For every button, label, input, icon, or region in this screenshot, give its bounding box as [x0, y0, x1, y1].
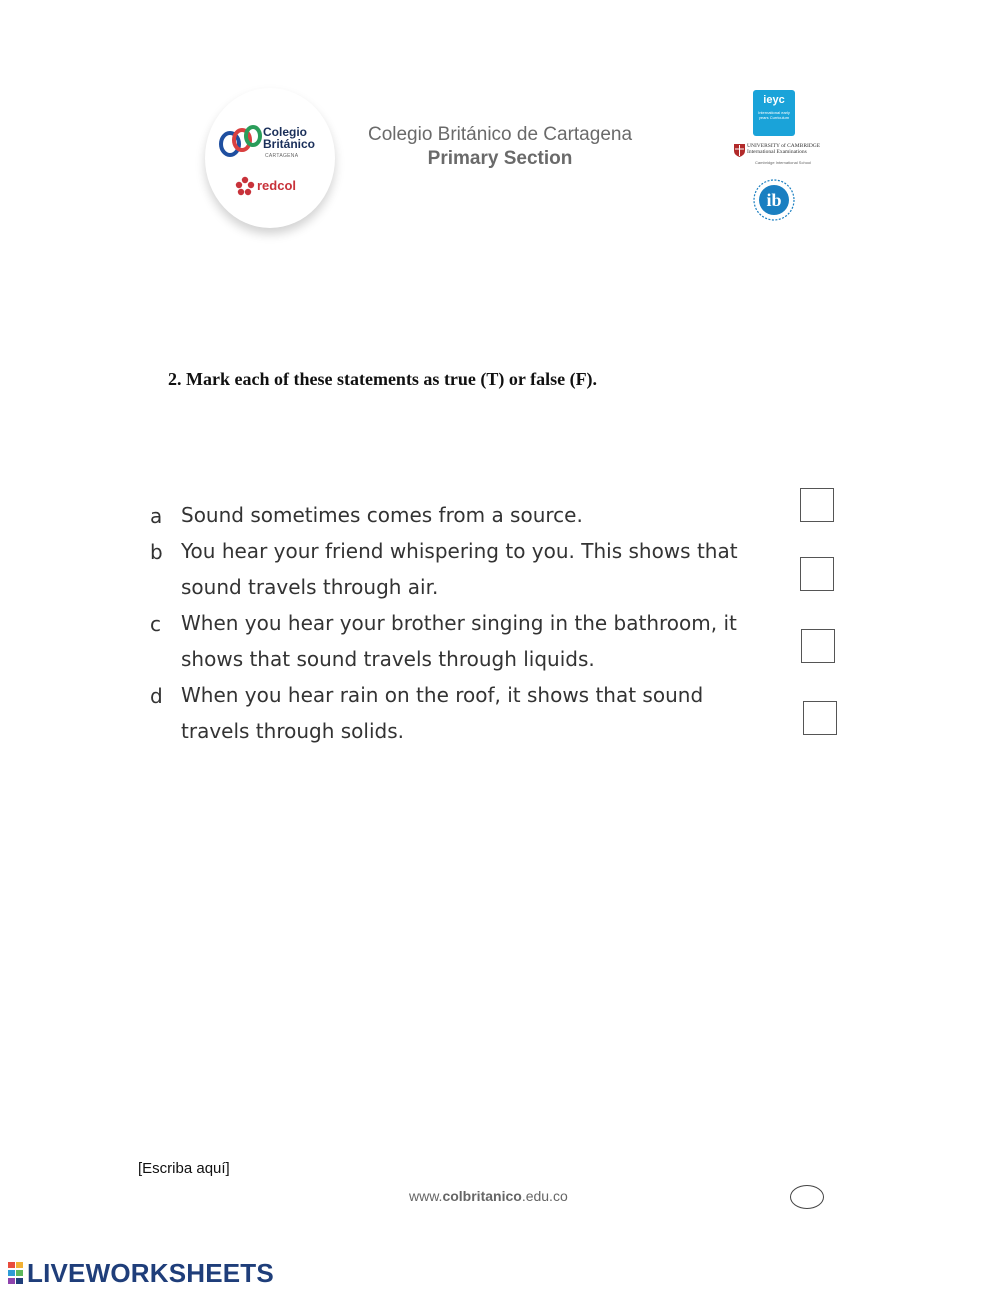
- liveworksheets-icon: [8, 1262, 24, 1284]
- question-title: 2. Mark each of these statements as true (T) or false (F).: [168, 369, 598, 389]
- statement-letter-d: d: [150, 684, 163, 708]
- footer-oval: [790, 1185, 824, 1209]
- liveworksheets-brand[interactable]: LIVEWORKSHEETS: [27, 1258, 274, 1288]
- answer-box-b[interactable]: [800, 557, 834, 591]
- ib-logo-icon: [752, 178, 796, 222]
- section-title: Primary Section: [427, 148, 573, 169]
- statement-letter-a: a: [150, 504, 163, 528]
- statement-c: When you hear your brother singing in the bathroom, it shows that sound travels through liquids.: [181, 611, 737, 671]
- answer-box-d[interactable]: [803, 701, 837, 735]
- school-badge: [205, 88, 335, 228]
- badge-city: CARTAGENA: [265, 153, 299, 159]
- statement-a: Sound sometimes comes from a source.: [181, 503, 583, 527]
- statement-d: When you hear rain on the roof, it shows that sound travels through solids.: [181, 683, 704, 743]
- answer-box-c[interactable]: [801, 629, 835, 663]
- cambridge-shield-icon: [734, 144, 745, 157]
- cambridge-label: UNIVERSITY of CAMBRIDGE International Examinations: [747, 143, 821, 155]
- redcol-flower-icon: [235, 176, 255, 196]
- ieyc-logo: [753, 90, 795, 136]
- cambridge-subtitle: Cambridge International School: [755, 160, 812, 165]
- cbc-logo-icon: [219, 124, 263, 158]
- footer-placeholder[interactable]: [Escriba aquí]: [138, 1160, 230, 1177]
- answer-box-a[interactable]: [800, 488, 834, 522]
- redcol-label: redcol: [257, 178, 297, 193]
- school-title: Colegio Británico de Cartagena: [367, 124, 633, 145]
- statement-letter-b: b: [150, 540, 163, 564]
- svg-text:ib: ib: [766, 190, 782, 210]
- badge-school-name: Colegio Británico: [263, 125, 316, 151]
- ieyc-label: ieyc: [763, 94, 785, 106]
- statement-b: You hear your friend whispering to you. This shows that sound travels through air.: [181, 539, 738, 599]
- footer-url: www.colbritanico.edu.co: [409, 1188, 568, 1204]
- ieyc-subtitle: International early years Curriculum: [758, 110, 790, 120]
- statement-letter-c: c: [150, 612, 161, 636]
